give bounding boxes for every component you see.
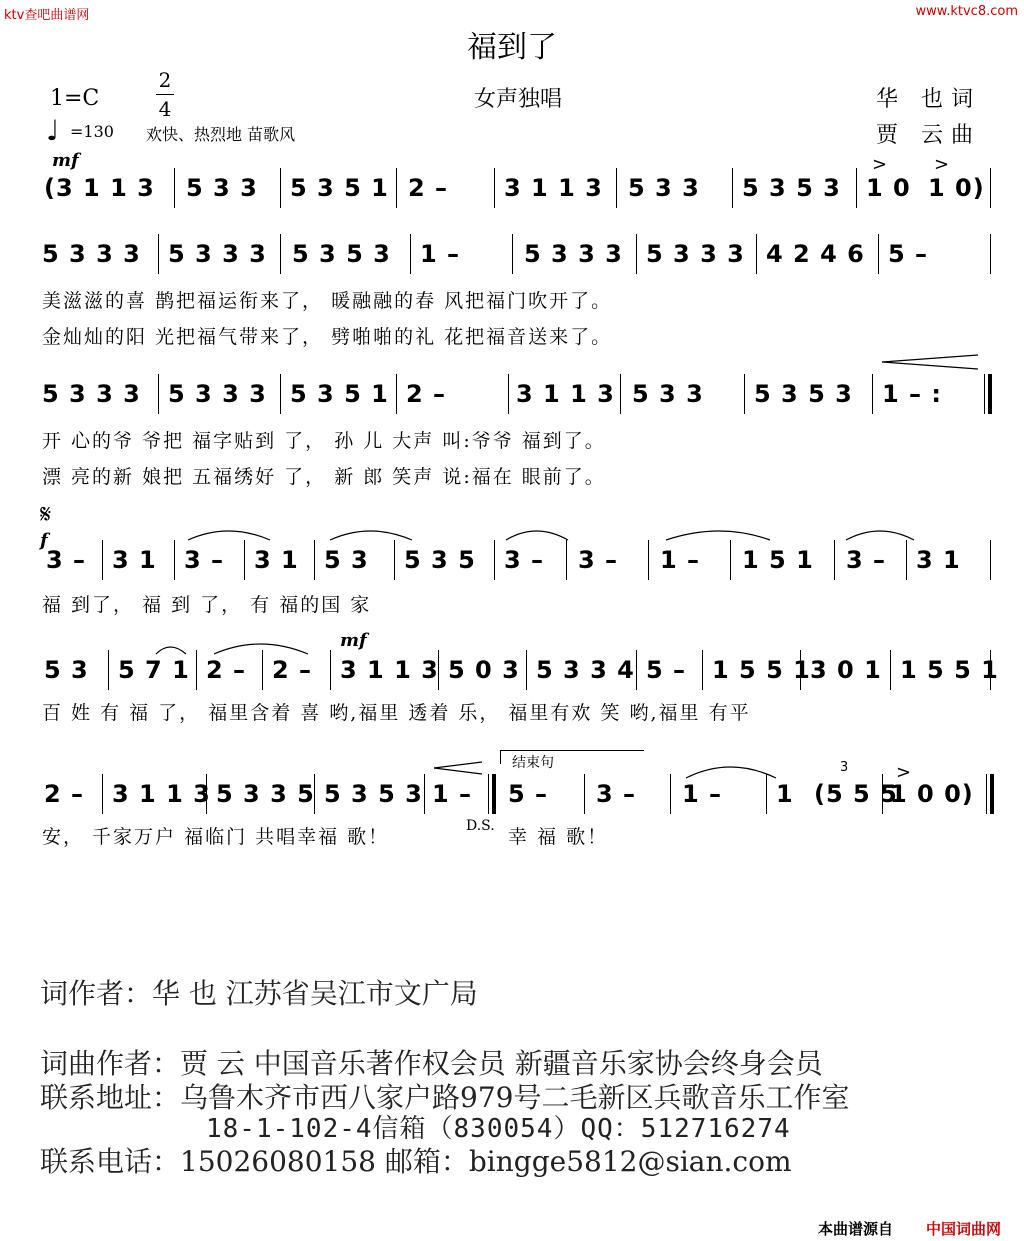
measure: 5 3 3 3 [42,380,141,408]
measure: 1 – [682,780,723,808]
tempo-style: 欢快、热烈地 苗歌风 [146,125,296,144]
watermark-left: ktv查吧曲谱网 [4,8,90,23]
measure: 3 1 [916,546,961,574]
time-signature [152,68,178,121]
measure: 3 1 1 3 [340,656,439,684]
measure: 5 3 5 1 [290,380,389,408]
measure: 1 – [660,546,701,574]
measure: (3 1 1 3 [44,174,155,202]
measure: 5 3 5 3 [754,380,853,408]
measure: 3 0 1 [810,656,882,684]
performance-type: 女声独唱 [474,87,563,112]
footer-contact: 联系电话：15026080158 邮箱：bingge5812@sian.com [40,1145,792,1178]
measure: 5 3 3 3 [168,380,267,408]
source-site-link[interactable]: 中国词曲网 [926,1220,1002,1238]
dynamic-mf-1: mf [52,150,79,171]
measure: 5 – [508,780,549,808]
lyricist-credit: 华 也词 [876,87,981,112]
watermark-right: www.ktvc8.com [915,4,1018,19]
triplet-mark: 3 [840,760,849,775]
measure: 1 0) [928,174,985,202]
measure: 5 3 5 3 [742,174,841,202]
measure: 5 3 [44,656,89,684]
time-signature-bottom: 4 [158,97,172,121]
measure: 2 – [408,174,449,202]
measure: 5 7 1 [118,656,190,684]
tie-slurs [180,520,1000,544]
key-signature: 1=C [50,86,100,111]
time-signature-top: 2 [158,68,172,92]
measure: 5 3 3 3 [168,240,267,268]
lyric-coda-2: 幸 福 歌！ [508,826,609,848]
measure: 1 5 1 [742,546,814,574]
dynamic-mf-2: mf [340,630,367,651]
measure: 5 3 3 [186,174,258,202]
measure: 3 – [184,546,225,574]
measure: 5 3 3 3 [524,240,623,268]
accent-mark: > [872,154,888,175]
measure: 3 – [846,546,887,574]
footer-composer: 词曲作者：贾 云 中国音乐著作权会员 新疆音乐家协会终身会员 [40,1047,823,1080]
measure: 5 – [888,240,929,268]
measure: 1 0 0) [890,780,974,808]
source-label: 本曲谱源自 [818,1220,894,1238]
measure: 3 1 [254,546,299,574]
lyric-chorus: 福 到了， 福 到 了， 有 福的国 家 [42,594,372,616]
measure: 5 3 3 3 [646,240,745,268]
measure: 2 – [206,656,247,684]
measure: 3 1 1 3 [516,380,615,408]
lyric-verse-1: 开 心的爷 爷把 福字贴到 了， 孙 儿 大声 叫:爷爷 福到了。 [42,430,606,452]
composer-credit: 贾 云曲 [876,123,981,148]
accent-mark: > [934,154,950,175]
lyric-verse-1: 美滋滋的喜 鹊把福运衔来了， 暖融融的春 风把福门吹开了。 [42,290,613,312]
measure: 1 [776,780,794,808]
measure: 5 3 3 5 [216,780,315,808]
measure: 2 – [44,780,85,808]
measure: 1 – [432,780,473,808]
crescendo-and-tie [430,756,790,780]
measure: 1 – [420,240,461,268]
measure: 5 3 5 1 [290,174,389,202]
measure: 5 3 5 3 [292,240,391,268]
measure: 5 3 5 [404,546,476,574]
footer-address-2: 18-1-102-4信箱（830054）QQ：512716274 [206,1114,791,1144]
measure: 1 0 [866,174,911,202]
measure: 3 1 [112,546,157,574]
measure: 3 1 1 3 [504,174,603,202]
measure: 3 – [46,546,87,574]
measure: 1 5 5 1 [712,656,811,684]
measure: 4 2 4 6 [766,240,865,268]
measure: (5 5 5 [814,780,898,808]
footer-address-1: 联系地址：乌鲁木齐市西八家户路979号二毛新区兵歌音乐工作室 [40,1081,850,1114]
measure: 3 1 1 3 [112,780,211,808]
measure: 3 – [596,780,637,808]
segno-icon: 𝄋 [40,500,52,530]
ds-label: D.S. [466,818,495,834]
lyric-chorus: 百 姓 有 福 了， 福里含着 喜 哟,福里 透着 乐， 福里有欢 笑 哟,福里 有平 [42,702,751,724]
lyric-coda-1: 安， 千家万户 福临门 共唱幸福 歌！ [42,826,390,848]
measure: 2 – [272,656,313,684]
measure: 5 3 3 4 [536,656,635,684]
song-title: 福到了 [467,30,557,65]
measure: 5 3 3 [628,174,700,202]
measure: 5 0 3 [448,656,520,684]
tempo-value: =130 [70,122,114,141]
dynamic-f: f [40,530,48,551]
measure: 1 5 5 1 [900,656,999,684]
measure: 5 3 3 3 [42,240,141,268]
tie-slurs [150,634,350,658]
decrescendo-mark [880,352,980,372]
accent-mark: > [896,762,912,783]
lyric-verse-2: 漂 亮的新 娘把 五福绣好 了， 新 郎 笑声 说:福在 眼前了。 [42,466,606,488]
ending-label: 结束句 [512,755,554,771]
quarter-note-icon: ♩ [46,114,60,147]
measure: 5 3 3 [632,380,704,408]
measure: 3 – [578,546,619,574]
measure: 3 – [504,546,545,574]
measure: 2 – [406,380,447,408]
measure: 5 3 [324,546,369,574]
measure: 1 – : [882,380,943,408]
measure: 5 – [646,656,687,684]
lyric-verse-2: 金灿灿的阳 光把福气带来了， 劈啪啪的礼 花把福音送来了。 [42,326,613,348]
footer-lyricist: 词作者：华 也 江苏省吴江市文广局 [40,977,478,1010]
measure: 5 3 5 3 [324,780,423,808]
